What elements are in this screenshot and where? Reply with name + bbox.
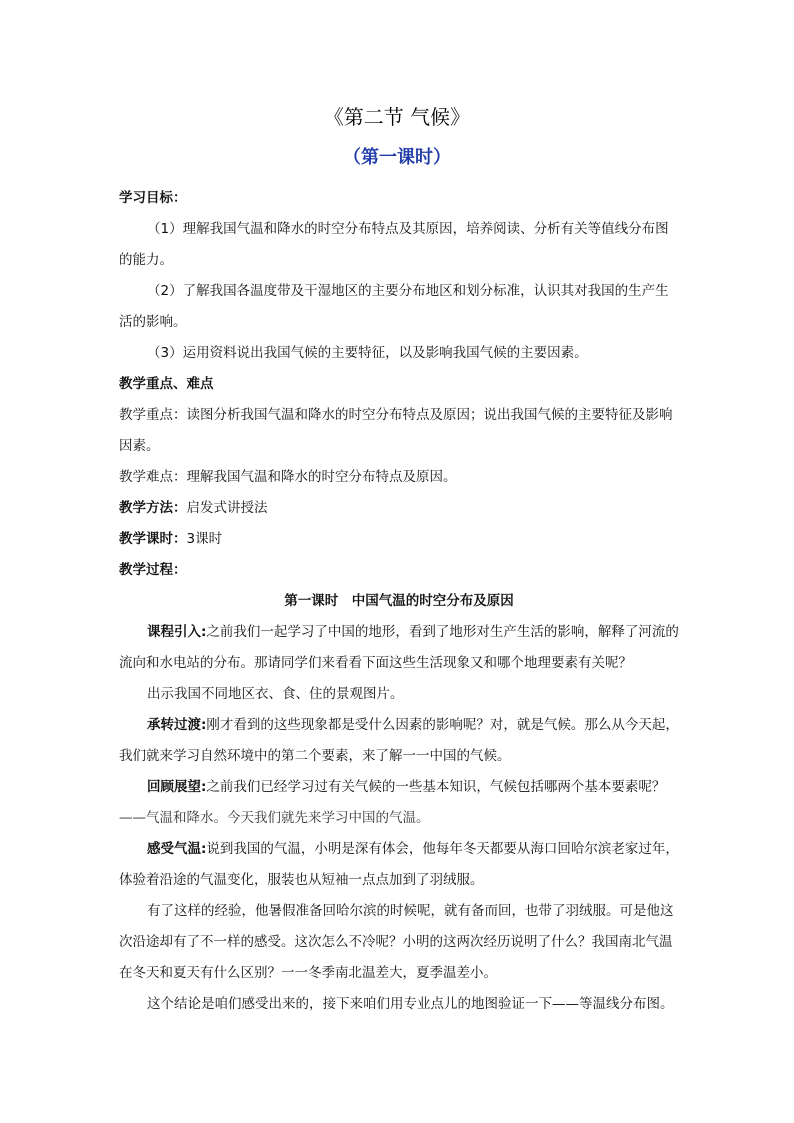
review-paragraph bbox=[119, 772, 679, 803]
document-body bbox=[119, 183, 679, 1020]
show-paragraph: 出示我国不同地区衣、食、住的景观图片。 bbox=[147, 686, 404, 702]
review-label: 回顾展望: bbox=[147, 779, 207, 795]
process-heading: 教学过程： bbox=[119, 562, 187, 578]
transition-label: 承转过渡: bbox=[147, 717, 207, 733]
key-difficult-heading: 教学重点、难点 bbox=[119, 376, 214, 392]
feel-text: 说到我国的气温，小明是深有体会，他每年冬天都要从海口回哈尔滨老家过年，体验着沿途的气温变化，服装也从短袖一点点加到了羽绒服。 bbox=[119, 841, 679, 888]
conclusion-paragraph: 这个结论是咱们感受出来的，接下来咱们用专业点儿的地图验证一下——等温线分布图。 bbox=[147, 996, 674, 1012]
method-label: 教学方法： bbox=[119, 500, 187, 516]
feel-paragraph bbox=[119, 834, 679, 896]
feel-label: 感受气温: bbox=[147, 841, 207, 857]
transition-text: 刚才看到的这些现象都是受什么因素的影响呢？对，就是气候。那么从今天起，我们就来学习自然环境中的第二个要素，来了解一一中国的气候。 bbox=[119, 717, 679, 764]
hours-label: 教学课时： bbox=[119, 531, 187, 547]
key-point: 教学重点：读图分析我国气温和降水的时空分布特点及原因；说出我国气候的主要特征及影响因素。 bbox=[119, 407, 673, 454]
hours-line bbox=[119, 524, 679, 555]
difficult-point: 教学难点：理解我国气温和降水的时空分布特点及原因。 bbox=[119, 469, 457, 485]
intro-label: 课程引入: bbox=[147, 624, 207, 640]
method-value: 启发式讲授法 bbox=[186, 500, 268, 516]
intro-paragraph bbox=[119, 617, 679, 679]
review-answer: ——气温和降水。今天我们就先来学习中国的气温。 bbox=[119, 810, 430, 826]
intro-text: 之前我们一起学习了中国的地形，看到了地形对生产生活的影响，解释了河流的流向和水电站的分布。那请同学们来看看下面这些生活现象又和哪个地理要素有关呢？ bbox=[119, 624, 679, 671]
objectives-heading: 学习目标： bbox=[119, 190, 187, 206]
experience-paragraph: 有了这样的经验，他暑假准备回哈尔滨的时候呢，就有备而回，也带了羽绒服。可是他这次沿途却有了不一样的感受。这次怎么不冷呢？小明的这两次经历说明了什么？我国南北气温在冬天和夏天有什么区别？一一冬季南北温差大，夏季温差小。 bbox=[119, 903, 674, 981]
hours-value: 3课时 bbox=[186, 531, 223, 547]
method-line bbox=[119, 493, 679, 524]
objective-1: （1）理解我国气温和降水的时空分布特点及其原因，培养阅读、分析有关等值线分布图的能力。 bbox=[119, 221, 669, 268]
objective-3: （3）运用资料说出我国气候的主要特征，以及影响我国气候的主要因素。 bbox=[147, 345, 588, 361]
document-title: 《第二节 气候》 bbox=[323, 105, 471, 129]
objective-2: （2）了解我国各温度带及干湿地区的主要分布地区和划分标准，认识其对我国的生产生活的影响。 bbox=[119, 283, 669, 330]
document-subtitle: （第一课时） bbox=[343, 147, 451, 168]
lesson-title: 第一课时 中国气温的时空分布及原因 bbox=[284, 593, 514, 609]
review-text: 之前我们已经学习过有关气候的一些基本知识，气候包括哪两个基本要素呢？ bbox=[206, 779, 666, 795]
transition-paragraph bbox=[119, 710, 679, 772]
